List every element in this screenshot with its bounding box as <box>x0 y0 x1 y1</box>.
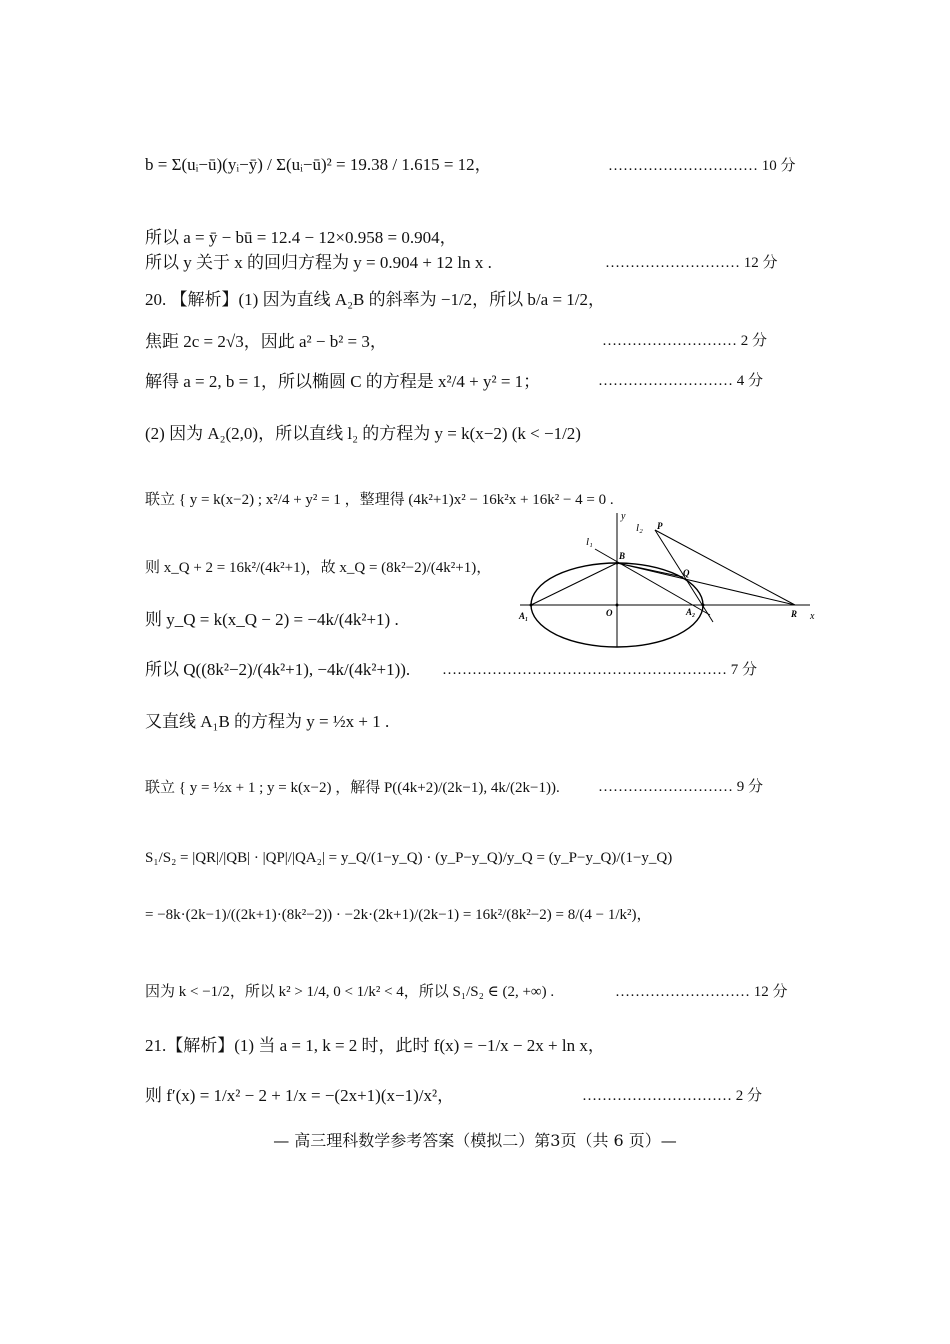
line-xq: 则 x_Q + 2 = 16k²/(4k²+1)，故 x_Q = (8k²−2)/(4k²+1)， <box>145 560 492 576</box>
line-bq <box>617 563 683 577</box>
score-4: ……………………… 4 分 <box>598 373 764 389</box>
line-ratio1: S₁/S₂ = |QR|/|QB| · |QP|/|QA₂| = y_Q/(1−y_Q) · (y_P−y_Q)/y_Q = (y_P−y_Q)/(1−y_Q) <box>145 850 673 866</box>
line-pr <box>655 530 795 605</box>
score-12a: ……………………… 12 分 <box>605 255 778 271</box>
score-2b: ………………………… 2 分 <box>582 1088 763 1104</box>
point-o <box>616 604 619 607</box>
line-q20-header: 20. 【解析】(1) 因为直线 A₂B 的斜率为 −1/2，所以 b/a = 1/2， <box>145 290 606 309</box>
score-9: ……………………… 9 分 <box>598 779 764 795</box>
line-a1b: 又直线 A₁B 的方程为 y = ½x + 1 . <box>145 712 390 731</box>
point-a1 <box>530 604 533 607</box>
line-regression: 所以 y 关于 x 的回归方程为 y = 0.904 + 12 ln x . <box>145 253 492 272</box>
score-2a: ……………………… 2 分 <box>602 333 768 349</box>
ellipse-diagram <box>500 505 830 650</box>
line-ratio2: = −8k·(2k−1)/((2k+1)·(8k²−2)) · −2k·(2k+1)/(2k−1) = 16k²/(8k²−2) = 8/(4 − 1/k²)， <box>145 907 652 923</box>
line-system1: 联立 { y = k(x−2) ; x²/4 + y² = 1 ，整理得 (4k²+1)x² − 16k²x + 16k² − 4 = 0 . <box>145 492 614 508</box>
point-a2 <box>702 604 705 607</box>
label-a1: A₁ <box>519 611 529 621</box>
score-12b: ……………………… 12 分 <box>615 984 788 1000</box>
label-p: P <box>657 521 663 531</box>
line-range: 因为 k < −1/2，所以 k² > 1/4, 0 < 1/k² < 4，所以 S₁/S₂ ∈ (2, +∞) . <box>145 984 555 1000</box>
label-l2: l₂ <box>636 522 643 534</box>
label-b: B <box>619 551 626 561</box>
label-q: Q <box>683 568 690 578</box>
line-derivative: 则 f′(x) = 1/x² − 2 + 1/x = −(2x+1)(x−1)/x²， <box>145 1086 455 1105</box>
line-system2: 联立 { y = ½x + 1 ; y = k(x−2) ，解得 P((4k+2)/(2k−1), 4k/(2k−1)). <box>145 780 560 796</box>
line-br <box>617 563 795 605</box>
line-b-formula: b = Σ(uᵢ−ū)(yᵢ−ȳ) / Σ(uᵢ−ū)² = 19.38 / 1.615 = 12， <box>145 155 492 174</box>
line-focal: 焦距 2c = 2√3，因此 a² − b² = 3， <box>145 332 387 351</box>
line-a-value: 所以 a = ȳ − bū = 12.4 − 12×0.958 = 0.904， <box>145 228 457 247</box>
score-7: ………………………………………………… 7 分 <box>442 662 758 678</box>
label-x: x <box>810 611 815 622</box>
line-a1b <box>531 563 617 605</box>
score-10: ………………………… 10 分 <box>608 158 796 174</box>
ellipse-figure <box>500 505 830 654</box>
point-b <box>616 562 619 565</box>
label-o: O <box>606 608 613 618</box>
line-yq: 则 y_Q = k(x_Q − 2) = −4k/(4k²+1) . <box>145 610 399 629</box>
page-footer: — 高三理科数学参考答案（模拟二）第3页（共 6 页）— <box>273 1131 677 1150</box>
line-part2: (2) 因为 A₂(2,0)，所以直线 l₂ 的方程为 y = k(x−2) (k < −1/2) <box>145 424 581 443</box>
label-l1: l₁ <box>586 536 593 548</box>
label-r: R <box>791 609 798 619</box>
label-a2: A₂ <box>686 607 696 617</box>
line-q-point: 所以 Q((8k²−2)/(4k²+1), −4k/(4k²+1)). <box>145 660 411 679</box>
line-q21-header: 21.【解析】(1) 当 a = 1, k = 2 时，此时 f(x) = −1/x − 2x + ln x， <box>145 1036 605 1055</box>
line-ellipse-equation: 解得 a = 2, b = 1，所以椭圆 C 的方程是 x²/4 + y² = 1； <box>145 372 541 391</box>
label-y: y <box>621 511 626 522</box>
